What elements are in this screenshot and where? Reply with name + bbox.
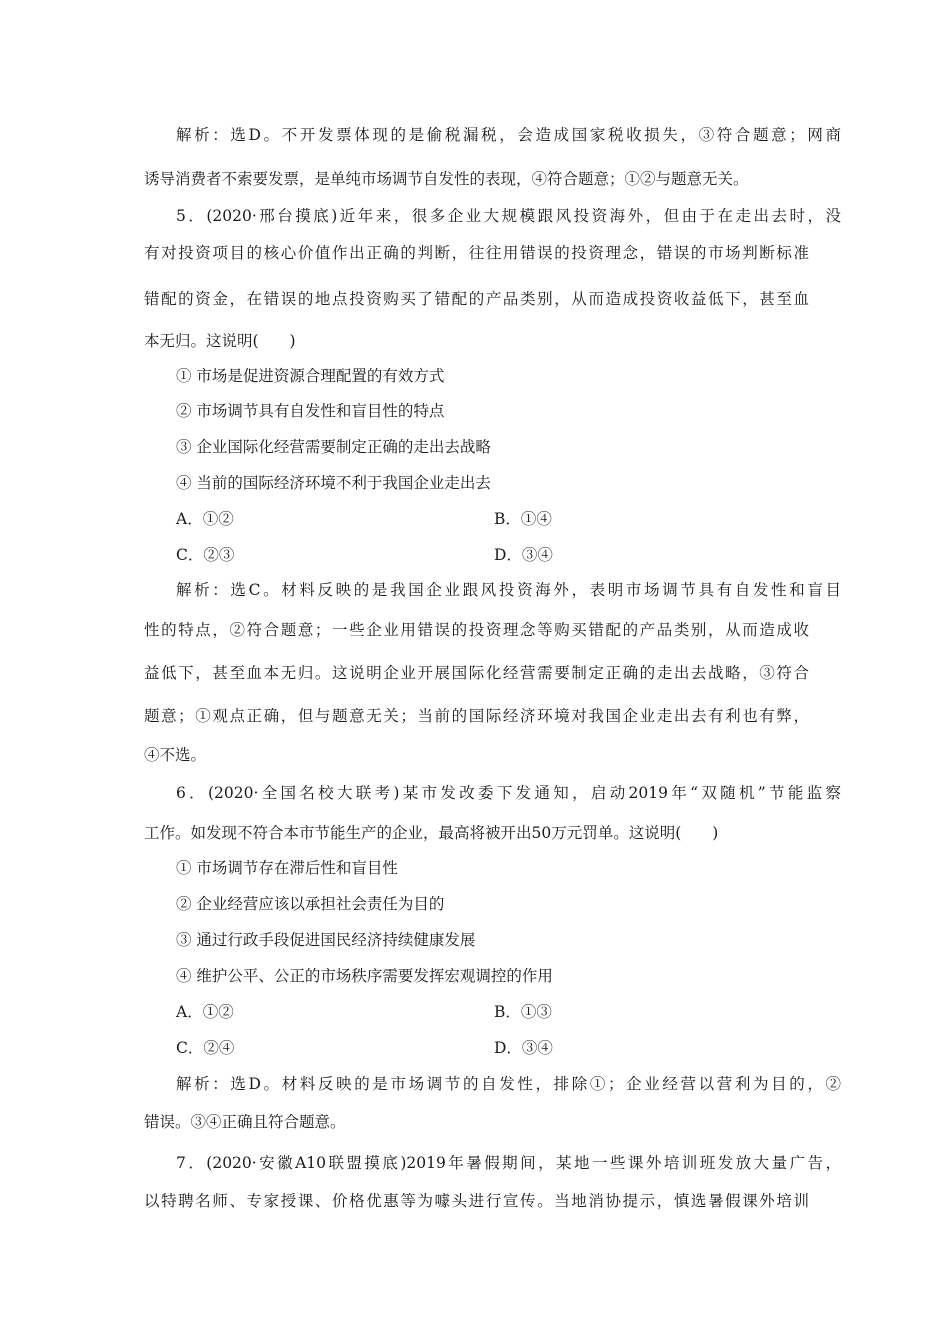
q5-analysis-line-2: 性的特点，②符合题意；一些企业用错误的投资理念等购买错配的产品类别，从而造成收 <box>144 621 809 639</box>
q5-options-row-1 <box>176 509 816 529</box>
q6-stem-line-1: 6．(2020·全国名校大联考)某市发改委下发通知，启动2019年“双随机”节能监察 <box>176 784 841 802</box>
q6-statement-1: ① 市场调节存在滞后性和盲目性 <box>176 859 398 877</box>
q6-statement-3: ③ 通过行政手段促进国民经济持续健康发展 <box>176 931 476 949</box>
q5-stem-line-2: 有对投资项目的核心价值作出正确的判断，往往用错误的投资理念，错误的市场判断标准 <box>144 244 809 262</box>
q5-analysis-line-4: 题意；①观点正确，但与题意无关；当前的国际经济环境对我国企业走出去有利也有弊， <box>144 707 809 725</box>
q6-stem-line-2: 工作。如发现不符合本市节能生产的企业，最高将被开出50万元罚单。这说明( ) <box>144 824 719 842</box>
q5-option-b: B．①④ <box>494 510 552 528</box>
q7-stem-line-2: 以特聘名师、专家授课、价格优惠等为噱头进行宣传。当地消协提示，慎选暑假课外培训 <box>144 1192 809 1210</box>
q5-stem-line-3: 错配的资金，在错误的地点投资购买了错配的产品类别，从而造成投资收益低下，甚至血 <box>144 290 809 308</box>
q6-options-row-2 <box>176 1038 816 1058</box>
q5-options-row-2 <box>176 545 816 565</box>
q6-option-c: C．②④ <box>176 1039 235 1057</box>
q7-stem-line-1: 7．(2020·安徽A10联盟摸底)2019年暑假期间，某地一些课外培训班发放大量广告， <box>176 1154 841 1172</box>
q4-analysis-line-2: 诱导消费者不索要发票，是单纯市场调节自发性的表现，④符合题意；①②与题意无关。 <box>144 170 749 188</box>
q6-option-b: B．①③ <box>494 1003 552 1021</box>
q5-option-a: A．①② <box>176 510 234 528</box>
q6-analysis-line-2: 错误。③④正确且符合题意。 <box>144 1113 346 1131</box>
q6-statement-2: ② 企业经营应该以承担社会责任为目的 <box>176 895 445 913</box>
q5-option-c: C．②③ <box>176 546 235 564</box>
q5-analysis-line-3: 益低下，甚至血本无归。这说明企业开展国际化经营需要制定正确的走出去战略，③符合 <box>144 664 809 682</box>
q5-analysis-line-1: 解析：选C。材料反映的是我国企业跟风投资海外，表明市场调节具有自发性和盲目 <box>176 581 841 599</box>
q6-statement-4: ④ 维护公平、公正的市场秩序需要发挥宏观调控的作用 <box>176 967 553 985</box>
q5-statement-1: ① 市场是促进资源合理配置的有效方式 <box>176 367 445 385</box>
q6-options-row-1 <box>176 1002 816 1022</box>
q6-option-a: A．①② <box>176 1003 234 1021</box>
q5-statement-3: ③ 企业国际化经营需要制定正确的走出去战略 <box>176 438 491 456</box>
q6-option-d: D．③④ <box>494 1039 553 1057</box>
q5-stem-line-4: 本无归。这说明( ) <box>144 332 296 350</box>
q4-analysis-line-1: 解析：选D。不开发票体现的是偷税漏税，会造成国家税收损失，③符合题意；网商 <box>176 126 841 144</box>
q5-stem-line-1: 5．(2020·邢台摸底)近年来，很多企业大规模跟风投资海外，但由于在走出去时，没 <box>176 207 841 225</box>
q5-option-d: D．③④ <box>494 546 553 564</box>
q6-analysis-line-1: 解析：选D。材料反映的是市场调节的自发性，排除①；企业经营以营利为目的，② <box>176 1075 841 1093</box>
q5-statement-2: ② 市场调节具有自发性和盲目性的特点 <box>176 402 445 420</box>
q5-analysis-line-5: ④不选。 <box>144 746 207 764</box>
q5-statement-4: ④ 当前的国际经济环境不利于我国企业走出去 <box>176 474 491 492</box>
